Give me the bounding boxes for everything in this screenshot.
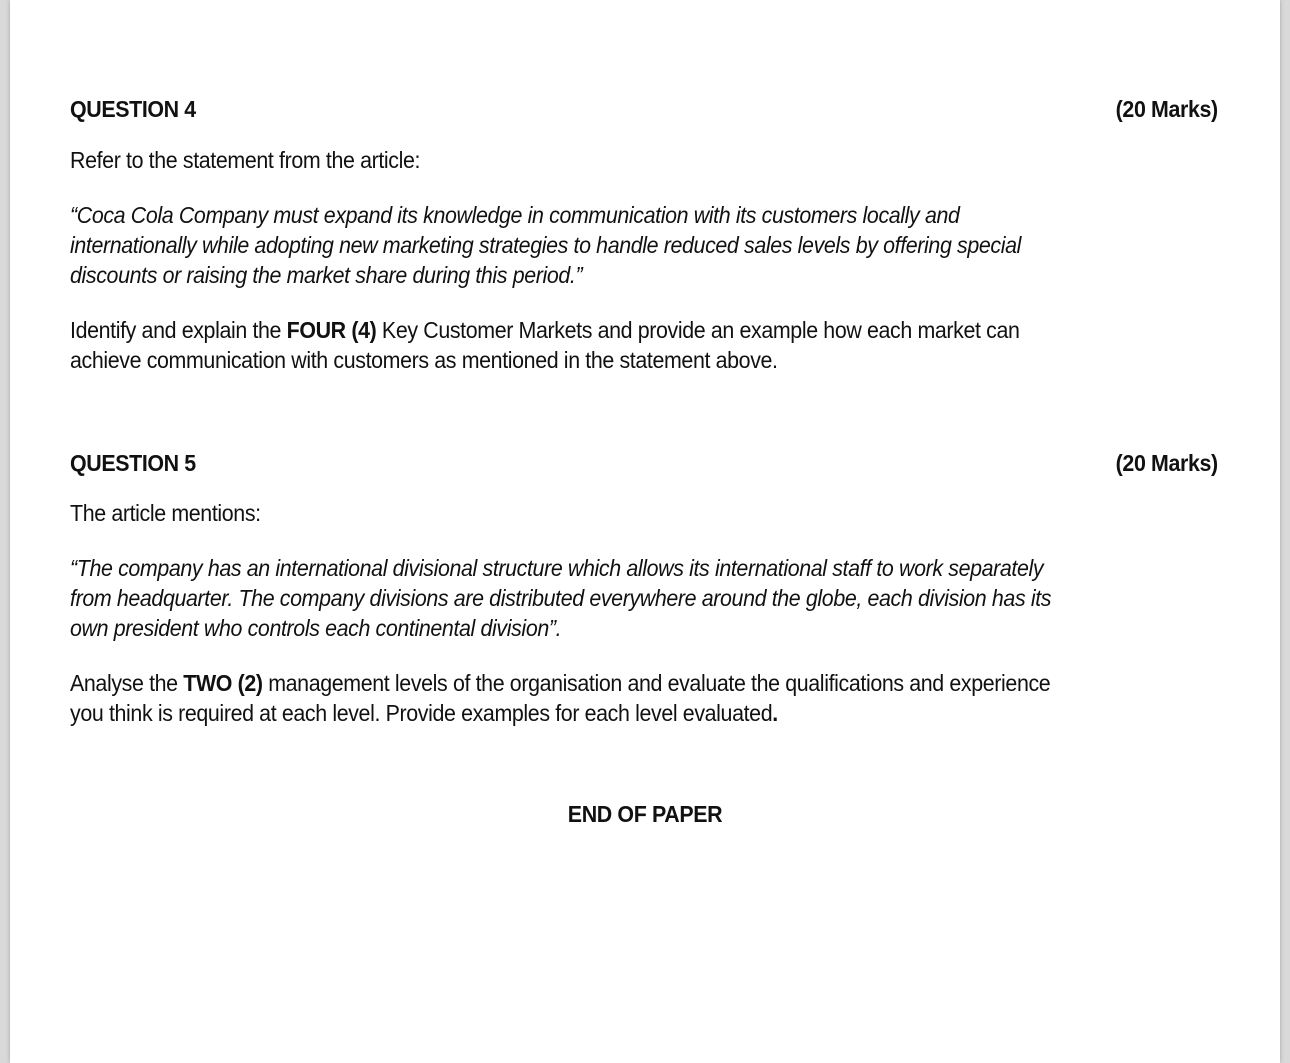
task-emphasis: TWO (2) [183, 670, 263, 696]
question-5-intro: The article mentions: [70, 500, 261, 526]
quote-line: own president who controls each continental division”. [70, 615, 562, 641]
task-line [70, 315, 1149, 345]
question-4-quote [70, 200, 1149, 290]
quote-line: from headquarter. The company divisions are distributed everywhere around the globe, each division has its [70, 585, 1052, 611]
task-text: Analyse the [70, 670, 184, 696]
quote-line: “The company has an international divisional structure which allows its international staff to work separately [70, 555, 1044, 581]
exam-page [10, 0, 1280, 1063]
question-4-task [70, 315, 1149, 375]
question-5-marks: (20 Marks) [1115, 450, 1218, 476]
task-text: management levels of the organisation and evaluate the qualifications and experience [262, 670, 1051, 696]
question-4-marks: (20 Marks) [1115, 96, 1218, 122]
quote-line: internationally while adopting new marketing strategies to handle reduced sales levels by offering special [70, 232, 1022, 258]
question-4-intro: Refer to the statement from the article: [70, 147, 421, 173]
task-line: achieve communication with customers as mentioned in the statement above. [70, 347, 778, 373]
question-5-heading: QUESTION 5 [70, 450, 196, 476]
task-text: Identify and explain the [70, 317, 287, 343]
task-line [70, 668, 1149, 698]
question-5-quote [70, 553, 1149, 643]
end-of-paper-text: END OF PAPER [567, 801, 723, 827]
task-period: . [772, 700, 778, 726]
question-4-heading: QUESTION 4 [70, 96, 196, 122]
task-emphasis: FOUR (4) [286, 317, 377, 343]
end-of-paper [10, 799, 1280, 829]
quote-line: “Coca Cola Company must expand its knowledge in communication with its customers locally and [70, 202, 960, 228]
task-text: Key Customer Markets and provide an example how each market can [376, 317, 1020, 343]
task-line [70, 698, 1149, 728]
question-5-task [70, 668, 1149, 728]
quote-line: discounts or raising the market share during this period.” [70, 262, 583, 288]
task-text: you think is required at each level. Provide examples for each level evaluated [70, 700, 773, 726]
